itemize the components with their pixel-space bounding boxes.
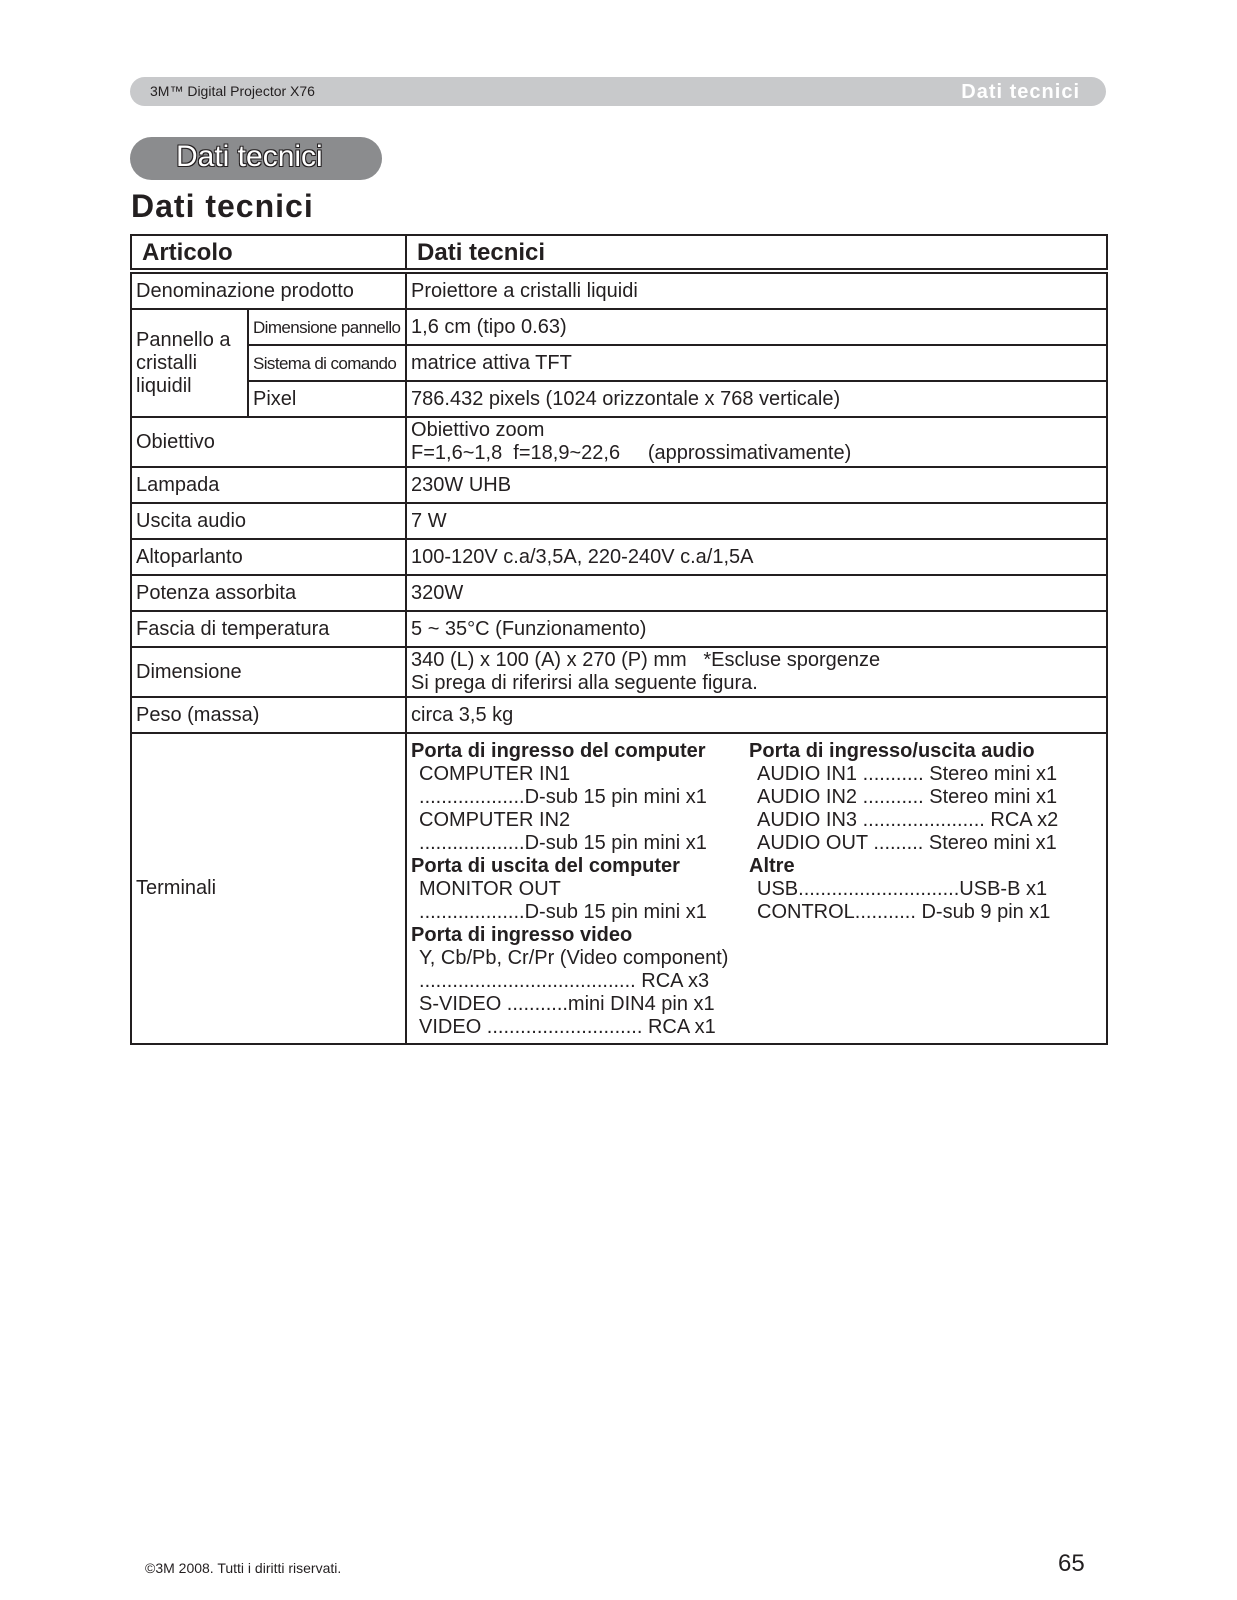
table-row [131, 381, 1107, 417]
row-label: Denominazione prodotto [131, 271, 406, 309]
table-row [131, 345, 1107, 381]
terminal-line: ...................D-sub 15 pin mini x1 [419, 832, 707, 854]
copyright-footer: ©3M 2008. Tutti i diritti riservati. [145, 1560, 342, 1576]
audio-heading: Porta di ingresso/uscita audio [749, 740, 1035, 762]
row-label: Dimensione [131, 647, 406, 697]
column-header-spec: Dati tecnici [406, 235, 1107, 271]
terminal-line: ...................D-sub 15 pin mini x1 [419, 901, 707, 923]
terminal-line: Y, Cb/Pb, Cr/Pr (Video component) [419, 947, 729, 969]
terminal-line: ...................D-sub 15 pin mini x1 [419, 786, 707, 808]
row-value: 7 W [406, 503, 1107, 539]
video-in-heading: Porta di ingresso video [411, 924, 633, 946]
row-value: 230W UHB [406, 467, 1107, 503]
row-value-line: Si prega di riferirsi alla seguente figura. [411, 672, 758, 694]
terminal-line: S-VIDEO ...........mini DIN4 pin x1 [419, 993, 715, 1015]
specifications-table [130, 234, 1108, 1045]
row-label: Uscita audio [131, 503, 406, 539]
table-row [131, 417, 1107, 467]
terminals-right-column [749, 740, 1102, 1039]
terminal-line: COMPUTER IN2 [419, 809, 571, 831]
row-value: 320W [406, 575, 1107, 611]
row-value: matrice attiva TFT [406, 345, 1107, 381]
header-product-name: 3M™ Digital Projector X76 [150, 83, 315, 99]
row-value [406, 417, 1107, 467]
page-number: 65 [1058, 1550, 1085, 1577]
table-row-terminals [131, 733, 1107, 1044]
terminal-line: USB.............................USB-B x1 [757, 878, 1048, 900]
terminal-line: AUDIO IN3 ...................... RCA x2 [757, 809, 1059, 831]
table-row [131, 647, 1107, 697]
terminal-line: MONITOR OUT [419, 878, 561, 900]
table-row [131, 309, 1107, 345]
row-label-panel: Pannello a cristalli liquidil [131, 309, 248, 417]
column-header-item: Articolo [131, 235, 406, 271]
table-row [131, 611, 1107, 647]
row-label: Fascia di temperatura [131, 611, 406, 647]
table-row [131, 467, 1107, 503]
row-label: Peso (massa) [131, 697, 406, 733]
row-sublabel: Dimensione pannello [248, 309, 406, 345]
computer-out-heading: Porta di uscita del computer [411, 855, 680, 877]
row-value: 5 ~ 35°C (Funzionamento) [406, 611, 1107, 647]
terminal-line: AUDIO OUT ......... Stereo mini x1 [757, 832, 1057, 854]
row-label: Terminali [131, 733, 406, 1044]
running-header [130, 77, 1106, 106]
terminals-columns [411, 740, 1102, 1039]
table-row [131, 503, 1107, 539]
row-value: 786.432 pixels (1024 orizzontale x 768 verticale) [406, 381, 1107, 417]
row-value-line: F=1,6~1,8 f=18,9~22,6 (approssimativamente) [411, 442, 852, 464]
table-row [131, 539, 1107, 575]
row-value: circa 3,5 kg [406, 697, 1107, 733]
terminals-value [406, 733, 1107, 1044]
table-row [131, 271, 1107, 309]
row-label: Altoparlanto [131, 539, 406, 575]
terminal-line: AUDIO IN2 ........... Stereo mini x1 [757, 786, 1058, 808]
terminal-line: VIDEO ............................ RCA x1 [419, 1016, 716, 1038]
terminal-line: AUDIO IN1 ........... Stereo mini x1 [757, 763, 1058, 785]
others-heading: Altre [749, 855, 795, 877]
page-title: Dati tecnici [131, 188, 314, 224]
row-value: 1,6 cm (tipo 0.63) [406, 309, 1107, 345]
row-value: 100-120V c.a/3,5A, 220-240V c.a/1,5A [406, 539, 1107, 575]
table-row [131, 697, 1107, 733]
terminal-line: COMPUTER IN1 [419, 763, 571, 785]
row-sublabel: Sistema di comando [248, 345, 406, 381]
row-label: Potenza assorbita [131, 575, 406, 611]
row-value: Proiettore a cristalli liquidi [406, 271, 1107, 309]
row-sublabel: Pixel [248, 381, 406, 417]
terminal-line: CONTROL........... D-sub 9 pin x1 [757, 901, 1051, 923]
header-section-name: Dati tecnici [961, 81, 1080, 103]
row-value [406, 647, 1107, 697]
table-header-row [131, 235, 1107, 271]
section-tab-label: Dati tecnici [176, 140, 323, 173]
terminal-line: ....................................... RCA x3 [419, 970, 710, 992]
computer-in-heading: Porta di ingresso del computer [411, 740, 706, 762]
section-tab [130, 137, 382, 180]
row-label: Lampada [131, 467, 406, 503]
row-value-line: 340 (L) x 100 (A) x 270 (P) mm *Escluse sporgenze [411, 649, 881, 671]
row-value-line: Obiettivo zoom [411, 419, 545, 441]
table-row [131, 575, 1107, 611]
row-label: Obiettivo [131, 417, 406, 467]
terminals-left-column [411, 740, 749, 1039]
